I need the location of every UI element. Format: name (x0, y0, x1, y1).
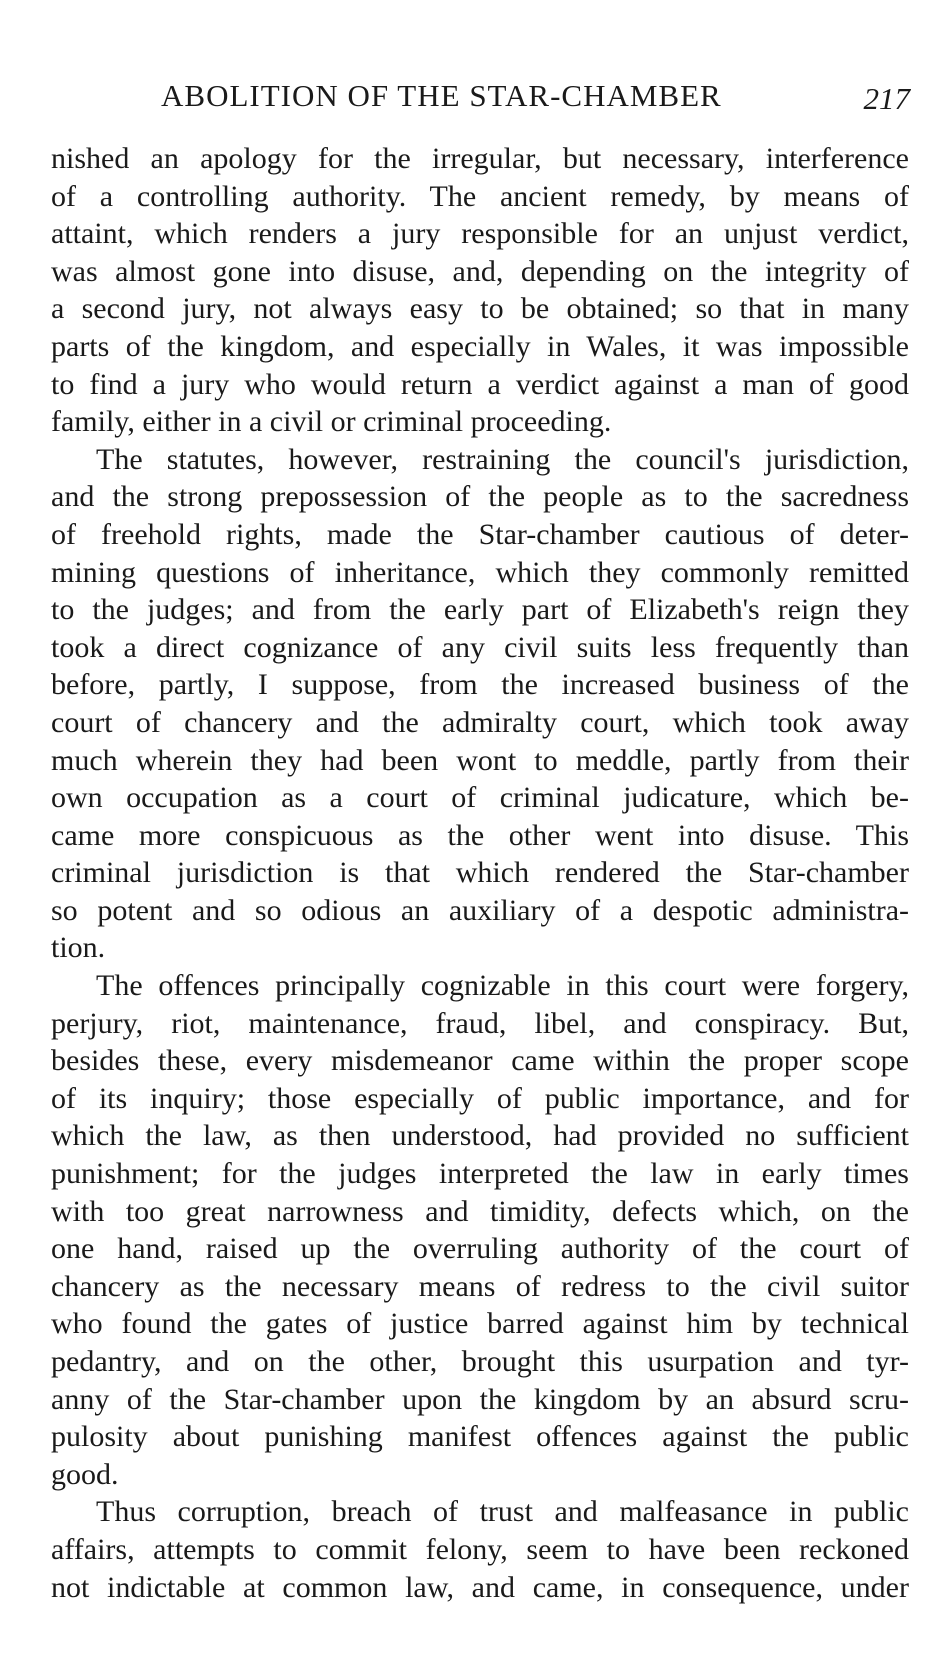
text-line: punishment; for the judges interpreted the law in early times (51, 1157, 909, 1191)
text-line: pulosity about punishing manifest offences against the public (51, 1420, 909, 1454)
body-text (51, 140, 909, 1606)
text-line: who found the gates of justice barred against him by technical (51, 1307, 909, 1341)
paragraph (51, 140, 909, 441)
text-line: anny of the Star-chamber upon the kingdom by an absurd scru- (51, 1382, 909, 1416)
text-line: of freehold rights, made the Star-chamber cautious of deter- (51, 517, 909, 551)
text-line: tion. (51, 931, 106, 965)
text-line: and the strong prepossession of the people as to the sacredness (51, 480, 909, 514)
text-line: own occupation as a court of criminal judicature, which be- (51, 781, 909, 815)
text-line: besides these, every misdemeanor came within the proper scope (51, 1044, 909, 1078)
running-head (52, 74, 910, 118)
text-line: mining questions of inheritance, which they commonly remitted (51, 555, 909, 589)
text-line: perjury, riot, maintenance, fraud, libel, and conspiracy. But, (51, 1006, 909, 1040)
text-line: nished an apology for the irregular, but necessary, interference (51, 142, 909, 175)
text-line: came more conspicuous as the other went into disuse. This (51, 818, 909, 852)
text-line: attaint, which renders a jury responsible for an unjust verdict, (51, 217, 909, 251)
text-line: parts of the kingdom, and especially in Wales, it was impossible (51, 329, 909, 363)
text-line: to find a jury who would return a verdict against a man of good (51, 367, 909, 401)
text-line: of its inquiry; those especially of public importance, and for (51, 1081, 909, 1115)
text-line: not indictable at common law, and came, in consequence, under (51, 1570, 909, 1604)
text-line: so potent and so odious an auxiliary of a despotic administra- (51, 893, 909, 927)
text-line: one hand, raised up the overruling authority of the court of (51, 1232, 909, 1266)
text-line: affairs, attempts to commit felony, seem to have been reckoned (51, 1532, 909, 1566)
text-line: The offences principally cognizable in this court were forgery, (96, 969, 909, 1003)
text-line: family, either in a civil or criminal proceeding. (51, 405, 612, 439)
text-line: to the judges; and from the early part of Elizabeth's reign they (51, 593, 909, 627)
text-line: a second jury, not always easy to be obtained; so that in many (51, 292, 909, 326)
paragraph (51, 441, 909, 967)
text-line: was almost gone into disuse, and, depending on the integrity of (51, 254, 909, 288)
text-line: good. (51, 1457, 119, 1491)
text-line: with too great narrowness and timidity, defects which, on the (51, 1194, 909, 1228)
text-line: before, partly, I suppose, from the increased business of the (51, 668, 909, 702)
text-line: The statutes, however, restraining the council's jurisdiction, (96, 442, 909, 476)
page-number: 217 (863, 81, 910, 116)
text-line: court of chancery and the admiralty court, which took away (51, 705, 909, 739)
running-title: ABOLITION OF THE STAR-CHAMBER (161, 78, 722, 113)
text-line: pedantry, and on the other, brought this usurpation and tyr- (51, 1345, 909, 1378)
text-line: chancery as the necessary means of redress to the civil suitor (51, 1269, 909, 1303)
text-line: of a controlling authority. The ancient remedy, by means of (51, 179, 909, 213)
text-line: Thus corruption, breach of trust and malfeasance in public (96, 1495, 909, 1529)
text-line: which the law, as then understood, had provided no sufficient (51, 1119, 909, 1153)
paragraph (51, 967, 909, 1493)
text-line: criminal jurisdiction is that which rendered the Star-chamber (51, 856, 909, 890)
text-line: took a direct cognizance of any civil suits less frequently than (51, 630, 909, 664)
text-line: much wherein they had been wont to meddle, partly from their (51, 743, 909, 777)
paragraph (51, 1493, 909, 1606)
